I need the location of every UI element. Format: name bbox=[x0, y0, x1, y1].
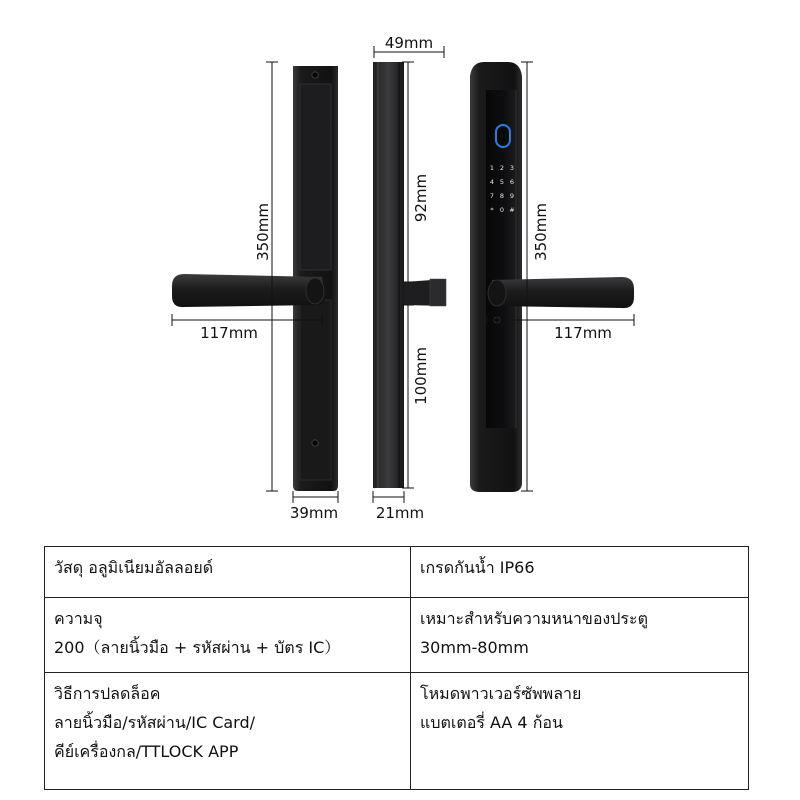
back-panel-lower-plate bbox=[300, 300, 331, 480]
unlock-methods-label: วิธีการปลดล็อค bbox=[54, 684, 161, 703]
keypad-key[interactable]: 7 bbox=[489, 192, 495, 200]
fingerprint-sensor[interactable] bbox=[496, 125, 510, 147]
spec-cell-capacity bbox=[45, 598, 411, 673]
keypad-key[interactable]: 9 bbox=[509, 192, 515, 200]
material-label: วัสดุ bbox=[54, 558, 84, 577]
front-panel-handle-hub bbox=[488, 280, 506, 306]
door-thickness-value: 30mm-80mm bbox=[420, 638, 529, 657]
upper-section-dimension-label: 92mm bbox=[412, 173, 430, 223]
material-value: อลูมิเนียมอัลลอยด์ bbox=[88, 558, 214, 577]
height-dimension-label-right: 350mm bbox=[532, 203, 550, 261]
back-panel-handle-hub bbox=[306, 278, 324, 304]
handle-length-label-right: 117mm bbox=[554, 324, 612, 342]
side-profile-spindle-cap bbox=[430, 279, 446, 306]
back-panel-bottom-screw bbox=[312, 440, 318, 446]
keypad-key[interactable]: 4 bbox=[489, 178, 495, 186]
back-panel-view bbox=[172, 66, 338, 491]
front-width-dimension-label: 39mm bbox=[289, 504, 339, 522]
spec-row bbox=[45, 547, 749, 598]
spec-row bbox=[45, 598, 749, 673]
keypad-key[interactable]: # bbox=[509, 206, 515, 214]
spec-cell-unlock-methods bbox=[45, 673, 411, 790]
spec-cell-door-thickness bbox=[411, 598, 749, 673]
keypad-key[interactable]: 2 bbox=[499, 164, 505, 172]
handle-length-label-left: 117mm bbox=[200, 324, 258, 342]
back-panel-inner-plate bbox=[300, 84, 331, 270]
keypad-key[interactable]: 0 bbox=[499, 206, 505, 214]
depth-dimension-label: 49mm bbox=[384, 34, 434, 52]
keypad-key[interactable]: 8 bbox=[499, 192, 505, 200]
front-panel-handle bbox=[492, 277, 634, 308]
keypad-key[interactable]: 3 bbox=[509, 164, 515, 172]
spec-row bbox=[45, 673, 749, 790]
keypad-key[interactable]: 1 bbox=[489, 164, 495, 172]
height-dimension-label-left: 350mm bbox=[254, 203, 272, 261]
back-panel-top-screw bbox=[312, 72, 318, 78]
unlock-methods-value-1: ลายนิ้วมือ/รหัสผ่าน/IC Card/ bbox=[54, 713, 256, 732]
keypad-key[interactable]: 6 bbox=[509, 178, 515, 186]
door-thickness-label: เหมาะสำหรับความหนาของประตู bbox=[420, 609, 648, 628]
spec-cell-power-supply bbox=[411, 673, 749, 790]
capacity-label: ความจุ bbox=[54, 609, 103, 628]
side-profile-view bbox=[373, 62, 446, 488]
waterproof-grade: เกรดกันน้ำ IP66 bbox=[420, 558, 535, 577]
power-supply-label: โหมดพาวเวอร์ซัพพลาย bbox=[420, 684, 582, 703]
keypad-key[interactable]: 5 bbox=[499, 178, 505, 186]
capacity-value: 200（ลายนิ้วมือ + รหัสผ่าน + บัตร IC） bbox=[54, 638, 341, 657]
back-panel-handle bbox=[172, 274, 325, 307]
front-panel-view bbox=[470, 62, 634, 492]
keypad-key[interactable]: * bbox=[490, 206, 494, 214]
lower-section-dimension-label: 100mm bbox=[412, 347, 430, 405]
spec-cell-waterproof bbox=[411, 547, 749, 598]
unlock-methods-value-2: คีย์เครื่องกล/TTLOCK APP bbox=[54, 742, 239, 761]
spec-cell-material bbox=[45, 547, 411, 598]
power-supply-value: แบตเตอรี่ AA 4 ก้อน bbox=[420, 713, 563, 732]
side-width-dimension-label: 21mm bbox=[375, 504, 425, 522]
specification-table bbox=[44, 546, 749, 790]
